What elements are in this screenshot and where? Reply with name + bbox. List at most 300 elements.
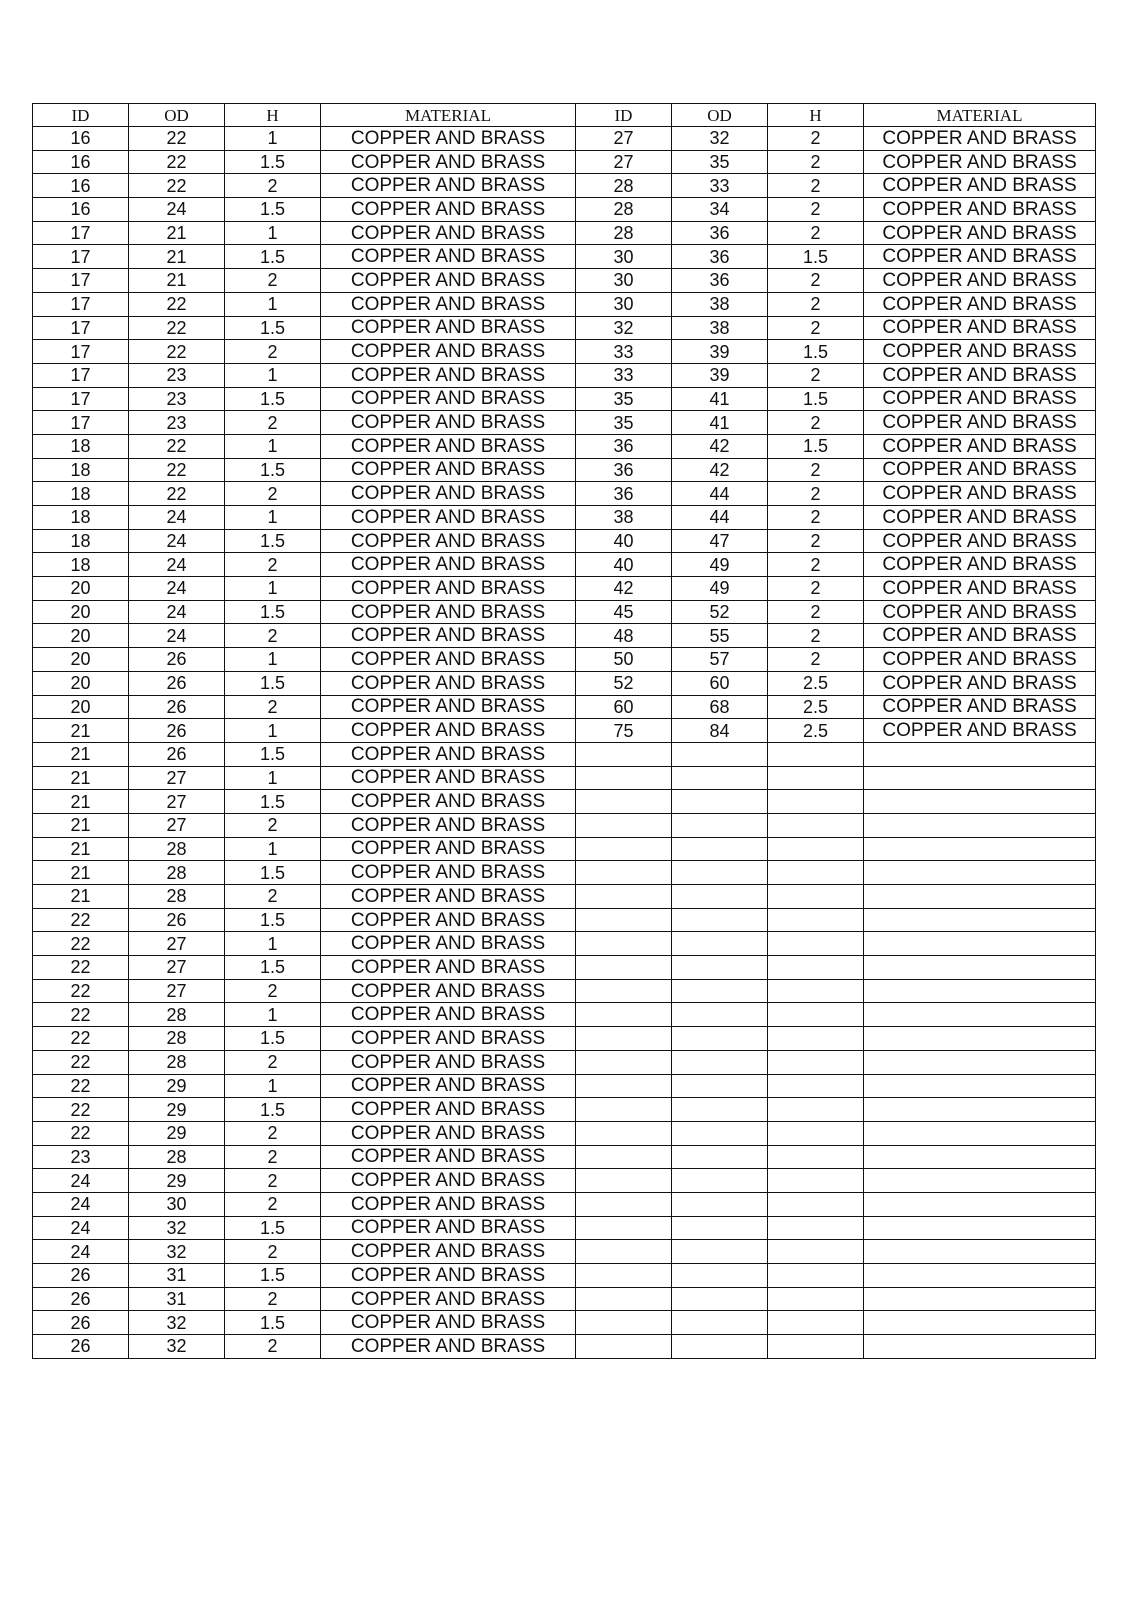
cell-id-right: 60 <box>576 695 672 719</box>
cell-material-left: COPPER AND BRASS <box>321 648 576 672</box>
table-row <box>33 434 1096 458</box>
cell-h-left: 2 <box>225 1240 321 1264</box>
cell-material-right: COPPER AND BRASS <box>864 340 1096 364</box>
cell-od-left: 32 <box>129 1240 225 1264</box>
table-row <box>33 813 1096 837</box>
table-row <box>33 198 1096 222</box>
cell-material-right: COPPER AND BRASS <box>864 174 1096 198</box>
table-row <box>33 932 1096 956</box>
cell-id-right: 35 <box>576 387 672 411</box>
cell-h-left: 1 <box>225 577 321 601</box>
cell-material-right <box>864 1074 1096 1098</box>
cell-id-right <box>576 1169 672 1193</box>
cell-h-right: 2.5 <box>768 719 864 743</box>
table-row <box>33 861 1096 885</box>
cell-material-right <box>864 1287 1096 1311</box>
cell-material-right <box>864 1121 1096 1145</box>
cell-od-left: 21 <box>129 269 225 293</box>
cell-od-left: 24 <box>129 529 225 553</box>
cell-id-left: 24 <box>33 1169 129 1193</box>
cell-material-right <box>864 956 1096 980</box>
cell-h-right <box>768 908 864 932</box>
cell-od-right: 39 <box>672 340 768 364</box>
cell-od-left: 21 <box>129 245 225 269</box>
cell-id-right <box>576 1050 672 1074</box>
cell-h-right: 2 <box>768 174 864 198</box>
table-row <box>33 221 1096 245</box>
table-row <box>33 1169 1096 1193</box>
table-row <box>33 577 1096 601</box>
table-row <box>33 458 1096 482</box>
cell-id-right <box>576 979 672 1003</box>
cell-material-right <box>864 1003 1096 1027</box>
cell-od-left: 28 <box>129 1027 225 1051</box>
cell-id-right <box>576 790 672 814</box>
cell-h-left: 1.5 <box>225 1027 321 1051</box>
cell-od-left: 22 <box>129 434 225 458</box>
cell-h-right <box>768 1169 864 1193</box>
cell-od-right: 38 <box>672 292 768 316</box>
cell-h-left: 2 <box>225 1050 321 1074</box>
cell-material-right: COPPER AND BRASS <box>864 719 1096 743</box>
cell-material-right: COPPER AND BRASS <box>864 577 1096 601</box>
cell-material-left: COPPER AND BRASS <box>321 245 576 269</box>
cell-id-left: 21 <box>33 837 129 861</box>
cell-id-right: 28 <box>576 174 672 198</box>
cell-h-right: 2 <box>768 482 864 506</box>
cell-id-left: 17 <box>33 340 129 364</box>
cell-material-left: COPPER AND BRASS <box>321 624 576 648</box>
cell-od-right <box>672 813 768 837</box>
cell-h-right <box>768 742 864 766</box>
cell-id-left: 22 <box>33 908 129 932</box>
cell-h-left: 1 <box>225 648 321 672</box>
cell-material-right <box>864 1098 1096 1122</box>
cell-material-left: COPPER AND BRASS <box>321 1098 576 1122</box>
cell-material-right <box>864 1145 1096 1169</box>
cell-material-left: COPPER AND BRASS <box>321 1050 576 1074</box>
table-row <box>33 979 1096 1003</box>
cell-h-left: 1 <box>225 766 321 790</box>
cell-id-left: 21 <box>33 813 129 837</box>
cell-material-left: COPPER AND BRASS <box>321 363 576 387</box>
table-row <box>33 624 1096 648</box>
cell-material-right: COPPER AND BRASS <box>864 363 1096 387</box>
cell-od-left: 22 <box>129 292 225 316</box>
cell-material-right: COPPER AND BRASS <box>864 600 1096 624</box>
cell-h-right: 2.5 <box>768 695 864 719</box>
cell-material-right: COPPER AND BRASS <box>864 316 1096 340</box>
cell-id-right <box>576 885 672 909</box>
cell-id-right: 32 <box>576 316 672 340</box>
cell-od-left: 28 <box>129 1050 225 1074</box>
cell-od-left: 22 <box>129 482 225 506</box>
cell-id-left: 17 <box>33 292 129 316</box>
cell-od-right: 52 <box>672 600 768 624</box>
cell-material-left: COPPER AND BRASS <box>321 742 576 766</box>
cell-material-left: COPPER AND BRASS <box>321 458 576 482</box>
cell-od-right <box>672 837 768 861</box>
table-row <box>33 269 1096 293</box>
cell-od-left: 29 <box>129 1074 225 1098</box>
cell-id-right: 45 <box>576 600 672 624</box>
cell-od-left: 32 <box>129 1216 225 1240</box>
cell-h-left: 2 <box>225 624 321 648</box>
table-row <box>33 742 1096 766</box>
cell-id-left: 18 <box>33 553 129 577</box>
cell-h-right <box>768 1311 864 1335</box>
table-row <box>33 553 1096 577</box>
cell-material-left: COPPER AND BRASS <box>321 1287 576 1311</box>
cell-od-right: 33 <box>672 174 768 198</box>
cell-od-right <box>672 790 768 814</box>
cell-id-right: 36 <box>576 482 672 506</box>
cell-od-left: 22 <box>129 316 225 340</box>
table-row <box>33 340 1096 364</box>
cell-id-left: 22 <box>33 956 129 980</box>
cell-id-left: 18 <box>33 506 129 530</box>
cell-h-right: 2 <box>768 648 864 672</box>
cell-id-left: 16 <box>33 127 129 151</box>
cell-od-left: 27 <box>129 956 225 980</box>
cell-id-right: 35 <box>576 411 672 435</box>
cell-h-left: 2 <box>225 482 321 506</box>
cell-id-left: 26 <box>33 1287 129 1311</box>
cell-h-left: 2 <box>225 1335 321 1359</box>
cell-h-right <box>768 1216 864 1240</box>
cell-material-right: COPPER AND BRASS <box>864 411 1096 435</box>
cell-id-right <box>576 1027 672 1051</box>
cell-id-left: 21 <box>33 885 129 909</box>
cell-id-right <box>576 1264 672 1288</box>
cell-id-left: 22 <box>33 1027 129 1051</box>
cell-h-right <box>768 1074 864 1098</box>
cell-id-right: 33 <box>576 363 672 387</box>
cell-od-left: 27 <box>129 932 225 956</box>
cell-material-right <box>864 1216 1096 1240</box>
cell-od-right <box>672 861 768 885</box>
cell-id-left: 16 <box>33 150 129 174</box>
cell-h-left: 1.5 <box>225 861 321 885</box>
cell-od-left: 32 <box>129 1335 225 1359</box>
cell-h-left: 1 <box>225 221 321 245</box>
table-row <box>33 671 1096 695</box>
cell-material-right <box>864 979 1096 1003</box>
cell-id-right: 28 <box>576 198 672 222</box>
cell-h-left: 1 <box>225 932 321 956</box>
cell-material-right: COPPER AND BRASS <box>864 671 1096 695</box>
cell-od-left: 27 <box>129 790 225 814</box>
cell-h-left: 1.5 <box>225 198 321 222</box>
cell-material-right: COPPER AND BRASS <box>864 695 1096 719</box>
cell-od-right: 49 <box>672 577 768 601</box>
cell-od-right: 44 <box>672 482 768 506</box>
cell-id-right <box>576 1287 672 1311</box>
cell-h-left: 2 <box>225 340 321 364</box>
cell-material-left: COPPER AND BRASS <box>321 956 576 980</box>
cell-material-left: COPPER AND BRASS <box>321 1145 576 1169</box>
cell-h-right: 2 <box>768 624 864 648</box>
cell-material-left: COPPER AND BRASS <box>321 387 576 411</box>
cell-material-left: COPPER AND BRASS <box>321 600 576 624</box>
cell-material-right: COPPER AND BRASS <box>864 553 1096 577</box>
cell-material-left: COPPER AND BRASS <box>321 411 576 435</box>
cell-id-right: 36 <box>576 434 672 458</box>
cell-id-left: 22 <box>33 932 129 956</box>
table-row <box>33 150 1096 174</box>
cell-od-right: 47 <box>672 529 768 553</box>
cell-h-left: 1.5 <box>225 316 321 340</box>
table-row <box>33 885 1096 909</box>
cell-id-left: 26 <box>33 1335 129 1359</box>
cell-od-left: 28 <box>129 1145 225 1169</box>
cell-od-left: 24 <box>129 577 225 601</box>
cell-material-right: COPPER AND BRASS <box>864 458 1096 482</box>
cell-h-left: 2 <box>225 1192 321 1216</box>
cell-od-left: 24 <box>129 553 225 577</box>
cell-od-right: 55 <box>672 624 768 648</box>
cell-h-right: 2 <box>768 363 864 387</box>
cell-material-left: COPPER AND BRASS <box>321 861 576 885</box>
cell-material-right <box>864 885 1096 909</box>
cell-id-left: 22 <box>33 979 129 1003</box>
cell-od-left: 24 <box>129 624 225 648</box>
cell-material-right <box>864 1192 1096 1216</box>
cell-id-left: 22 <box>33 1074 129 1098</box>
cell-h-left: 2 <box>225 1287 321 1311</box>
cell-id-left: 17 <box>33 316 129 340</box>
table-row <box>33 908 1096 932</box>
table-row <box>33 292 1096 316</box>
cell-od-right <box>672 1027 768 1051</box>
cell-od-right <box>672 1098 768 1122</box>
cell-id-left: 23 <box>33 1145 129 1169</box>
cell-od-left: 29 <box>129 1121 225 1145</box>
cell-material-right <box>864 1335 1096 1359</box>
cell-od-right: 34 <box>672 198 768 222</box>
header-row <box>33 104 1096 127</box>
cell-id-left: 20 <box>33 648 129 672</box>
cell-od-right: 35 <box>672 150 768 174</box>
cell-id-left: 17 <box>33 221 129 245</box>
cell-h-right <box>768 1192 864 1216</box>
cell-od-right <box>672 1074 768 1098</box>
cell-id-right <box>576 813 672 837</box>
cell-material-left: COPPER AND BRASS <box>321 1121 576 1145</box>
cell-h-right: 2 <box>768 221 864 245</box>
cell-h-right <box>768 766 864 790</box>
table-header <box>33 104 1096 127</box>
cell-material-right: COPPER AND BRASS <box>864 529 1096 553</box>
header-id-left: ID <box>33 104 129 127</box>
table-row <box>33 719 1096 743</box>
table-row <box>33 1216 1096 1240</box>
cell-id-left: 18 <box>33 529 129 553</box>
cell-id-right: 52 <box>576 671 672 695</box>
cell-material-right: COPPER AND BRASS <box>864 127 1096 151</box>
cell-od-right <box>672 885 768 909</box>
cell-h-left: 2 <box>225 1121 321 1145</box>
cell-id-left: 17 <box>33 411 129 435</box>
table-row <box>33 387 1096 411</box>
table-row <box>33 1098 1096 1122</box>
cell-h-left: 1 <box>225 1003 321 1027</box>
cell-h-left: 1 <box>225 506 321 530</box>
cell-h-left: 1.5 <box>225 956 321 980</box>
table-row <box>33 1311 1096 1335</box>
cell-h-left: 1 <box>225 363 321 387</box>
cell-id-left: 16 <box>33 198 129 222</box>
cell-id-right: 75 <box>576 719 672 743</box>
cell-od-left: 28 <box>129 861 225 885</box>
cell-od-right: 41 <box>672 411 768 435</box>
cell-material-right <box>864 1050 1096 1074</box>
cell-od-left: 26 <box>129 908 225 932</box>
table-row <box>33 1335 1096 1359</box>
cell-material-left: COPPER AND BRASS <box>321 1003 576 1027</box>
cell-material-right: COPPER AND BRASS <box>864 292 1096 316</box>
cell-od-left: 23 <box>129 411 225 435</box>
cell-material-right: COPPER AND BRASS <box>864 150 1096 174</box>
cell-material-right <box>864 861 1096 885</box>
cell-id-right: 42 <box>576 577 672 601</box>
cell-material-left: COPPER AND BRASS <box>321 885 576 909</box>
header-od-right: OD <box>672 104 768 127</box>
cell-material-left: COPPER AND BRASS <box>321 813 576 837</box>
cell-id-right <box>576 837 672 861</box>
cell-id-right <box>576 1003 672 1027</box>
cell-od-left: 22 <box>129 150 225 174</box>
cell-od-right <box>672 1287 768 1311</box>
cell-h-left: 1 <box>225 1074 321 1098</box>
cell-id-left: 20 <box>33 577 129 601</box>
cell-id-right <box>576 1311 672 1335</box>
cell-h-right: 2.5 <box>768 671 864 695</box>
cell-h-left: 1.5 <box>225 1311 321 1335</box>
cell-h-left: 1.5 <box>225 245 321 269</box>
table-row <box>33 127 1096 151</box>
cell-od-left: 22 <box>129 174 225 198</box>
cell-h-right: 2 <box>768 411 864 435</box>
cell-id-right <box>576 1145 672 1169</box>
cell-h-left: 2 <box>225 1145 321 1169</box>
cell-h-left: 1 <box>225 127 321 151</box>
cell-h-right <box>768 1003 864 1027</box>
cell-h-right <box>768 1121 864 1145</box>
table-row <box>33 529 1096 553</box>
cell-material-right: COPPER AND BRASS <box>864 624 1096 648</box>
cell-od-left: 28 <box>129 1003 225 1027</box>
table-row <box>33 1264 1096 1288</box>
cell-id-right: 38 <box>576 506 672 530</box>
table-row <box>33 1240 1096 1264</box>
cell-id-left: 24 <box>33 1192 129 1216</box>
cell-id-right: 48 <box>576 624 672 648</box>
cell-material-left: COPPER AND BRASS <box>321 979 576 1003</box>
cell-od-right: 36 <box>672 245 768 269</box>
cell-h-right: 2 <box>768 150 864 174</box>
table-row <box>33 790 1096 814</box>
cell-od-left: 24 <box>129 600 225 624</box>
cell-material-right <box>864 1240 1096 1264</box>
cell-od-right: 49 <box>672 553 768 577</box>
cell-material-left: COPPER AND BRASS <box>321 1027 576 1051</box>
table-row <box>33 695 1096 719</box>
gasket-spec-table <box>32 103 1096 1359</box>
cell-od-right <box>672 979 768 1003</box>
cell-h-right: 2 <box>768 292 864 316</box>
cell-id-right <box>576 1335 672 1359</box>
cell-id-right <box>576 1192 672 1216</box>
cell-od-left: 26 <box>129 695 225 719</box>
table-row <box>33 1145 1096 1169</box>
cell-id-right: 28 <box>576 221 672 245</box>
cell-od-right: 42 <box>672 434 768 458</box>
cell-id-right <box>576 932 672 956</box>
cell-material-right: COPPER AND BRASS <box>864 648 1096 672</box>
cell-id-left: 21 <box>33 719 129 743</box>
cell-h-right: 2 <box>768 198 864 222</box>
table-row <box>33 1027 1096 1051</box>
cell-h-left: 1.5 <box>225 742 321 766</box>
cell-id-left: 22 <box>33 1003 129 1027</box>
cell-od-left: 22 <box>129 127 225 151</box>
cell-h-right: 1.5 <box>768 245 864 269</box>
cell-od-left: 32 <box>129 1311 225 1335</box>
cell-h-right: 2 <box>768 269 864 293</box>
table-body <box>33 127 1096 1359</box>
cell-h-left: 1.5 <box>225 1216 321 1240</box>
cell-od-left: 27 <box>129 979 225 1003</box>
cell-id-right: 40 <box>576 529 672 553</box>
cell-od-right: 84 <box>672 719 768 743</box>
cell-od-left: 28 <box>129 885 225 909</box>
cell-id-left: 22 <box>33 1121 129 1145</box>
cell-od-right <box>672 1311 768 1335</box>
cell-od-right <box>672 1240 768 1264</box>
header-h-left: H <box>225 104 321 127</box>
cell-h-right <box>768 885 864 909</box>
header-od-left: OD <box>129 104 225 127</box>
cell-id-left: 17 <box>33 387 129 411</box>
cell-h-right: 2 <box>768 458 864 482</box>
cell-h-left: 1 <box>225 292 321 316</box>
cell-id-left: 22 <box>33 1050 129 1074</box>
cell-h-left: 2 <box>225 979 321 1003</box>
cell-id-left: 17 <box>33 245 129 269</box>
cell-id-left: 24 <box>33 1240 129 1264</box>
cell-material-right <box>864 837 1096 861</box>
cell-material-right <box>864 908 1096 932</box>
cell-od-right <box>672 1145 768 1169</box>
cell-material-left: COPPER AND BRASS <box>321 553 576 577</box>
cell-id-right: 33 <box>576 340 672 364</box>
cell-od-right <box>672 908 768 932</box>
cell-od-right <box>672 1121 768 1145</box>
table-row <box>33 766 1096 790</box>
cell-od-right <box>672 1169 768 1193</box>
cell-h-left: 2 <box>225 411 321 435</box>
cell-od-left: 26 <box>129 648 225 672</box>
cell-od-left: 28 <box>129 837 225 861</box>
cell-od-right <box>672 1003 768 1027</box>
cell-h-right: 2 <box>768 127 864 151</box>
cell-id-left: 18 <box>33 434 129 458</box>
cell-material-left: COPPER AND BRASS <box>321 577 576 601</box>
cell-h-right: 2 <box>768 316 864 340</box>
cell-od-left: 29 <box>129 1169 225 1193</box>
cell-h-left: 1.5 <box>225 600 321 624</box>
